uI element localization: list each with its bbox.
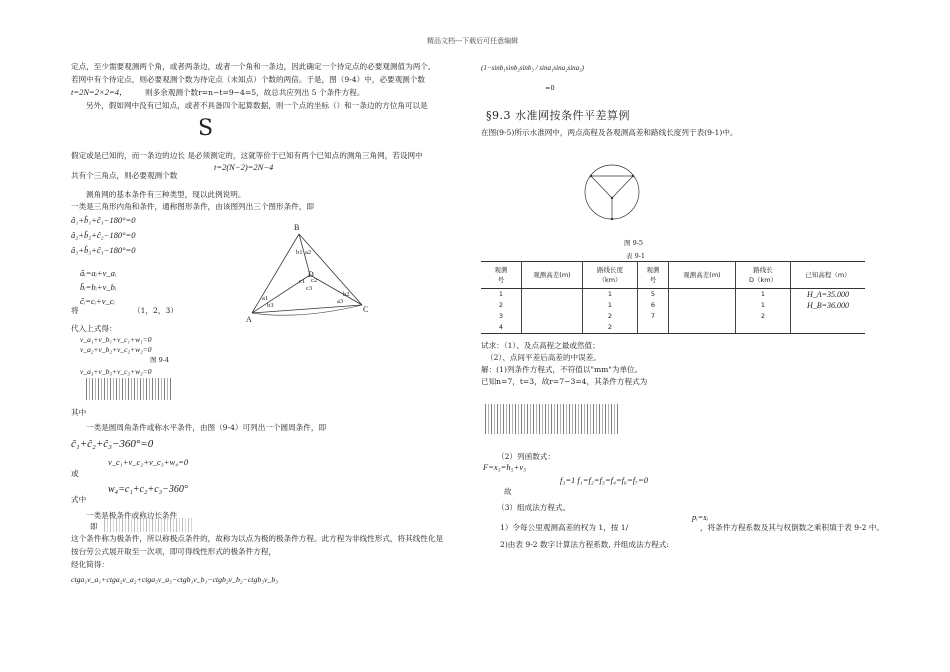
eq-corr-c: ĉᵢ=cᵢ+v_cᵢ	[80, 296, 115, 306]
left-para-9: 经化简得：	[71, 560, 109, 569]
col-height-diff-2: 观测高差(m)	[669, 262, 736, 289]
angle-c1-label: c1	[299, 278, 306, 285]
angle-c2-label: c2	[311, 277, 318, 284]
section-heading-9-3: §9.3 水准网按条件平差算例	[486, 109, 630, 122]
cell: 2	[736, 311, 791, 322]
left-formula-t2: t=2(N−2)=2N−4	[214, 162, 274, 172]
col-obs-no-1: 观测 号	[481, 262, 522, 289]
angle-a3-label: a3	[337, 298, 344, 305]
vertex-b-label: B	[294, 223, 300, 232]
cell	[669, 322, 736, 334]
left-para-5: 一类是三角形内角和条件，通称图形条件，由该图列出三个图形条件，即	[71, 202, 314, 211]
cell: 6	[638, 300, 669, 311]
left-para-7: 一类是极条件或称边长条件	[86, 511, 178, 520]
cell: 2	[481, 300, 522, 311]
fig-9-4-caption: 图 9-4	[150, 356, 170, 364]
left-ji: 即	[90, 522, 98, 531]
cell	[522, 300, 583, 311]
cell: 2	[583, 322, 638, 334]
col-route-length-1: 路线长度 （km）	[583, 262, 638, 289]
table-row	[481, 289, 865, 301]
cell	[791, 322, 866, 334]
col-route-length-2: 路线长 D（km）	[736, 262, 791, 289]
right-function-eq: F=x₅=h₅+v₅	[483, 462, 527, 472]
right-solution-1: 解：(1)列条件方程式，不符值以"mm"为单位。	[481, 365, 643, 374]
table-row	[481, 311, 865, 322]
fig-9-5-caption: 图 9-5	[624, 239, 644, 247]
cell: 1	[583, 289, 638, 301]
right-function-weights: f₃=1 f₁=f₂=f₃=f₄=f₆=f₇=0	[560, 475, 648, 485]
left-para-1c: 则多余观测个数r=n−t=9−4=5，故总共应列出 5 个条件方程。	[145, 88, 365, 97]
cell: 4	[481, 322, 522, 334]
cell: 1	[481, 289, 522, 301]
table-header-row	[481, 262, 865, 289]
angle-b3-label: b3	[267, 302, 274, 309]
cell: 3	[481, 311, 522, 322]
eq-cond-1: v_a₁+v_b₁+v_c₁+w₁=0	[80, 335, 152, 344]
fig-9-5-diagram	[576, 160, 648, 224]
header-watermark: 精品文档---下载后可任意编辑	[427, 37, 519, 45]
left-para-2: 另外，假如网中没有已知点，或者不具备四个起算数据，则一个点的坐标（）和一条边的方位角可以是	[86, 101, 428, 110]
left-qizhong: 其中	[71, 408, 87, 417]
right-top-fraction: (1−sinb₁sinb₂sinb₃ / sina₁sina₂sina₃)	[481, 64, 584, 72]
eq-pole-linear: ctga₁v_a₁+ctga₂v_a₂+ctga₃v_a₃−ctgb₁v_b₁−ctgb₂v_b₂−ctgb₃v_b₃	[71, 575, 278, 584]
table-9-1-caption: 表 9-1	[626, 252, 646, 260]
angle-a2-label: a2	[305, 249, 312, 256]
left-shizhong: 式中	[71, 495, 87, 504]
cell	[522, 289, 583, 301]
eq-corr-a: âᵢ=aᵢ+v_aᵢ	[80, 268, 117, 278]
garbled-formula-strip	[86, 378, 172, 400]
cell: 2	[583, 311, 638, 322]
cell	[522, 322, 583, 334]
eq-circle-1: ĉ₁+ĉ₂+ĉ₃−360°=0	[71, 438, 154, 450]
angle-b2-label: b2	[343, 291, 350, 298]
right-question-2: （2）、点间平差后高差的中误差。	[486, 353, 601, 362]
eq-circle-3: w₄=c₁+c₂+c₃−360°	[108, 484, 188, 495]
right-intro: 在图(9-5)所示水准网中，两点高程及各观测高差和路线长度列于表(9-1)中。	[481, 128, 738, 137]
right-top-zero: =0	[545, 84, 555, 92]
cell: 1	[736, 289, 791, 301]
cell	[522, 311, 583, 322]
table-row	[481, 300, 865, 311]
left-para-8b: 按台劳公式展开取至一次项，即可得线性形式的极条件方程，	[71, 547, 277, 556]
cell: 5	[638, 289, 669, 301]
left-para-8a: 这个条件称为极条件，所以称极点条件的，故称为以点为极的极条件方程。此方程为非线性形式，将其线性化是	[71, 534, 444, 543]
cell	[669, 289, 736, 301]
cell: H_A=35.000	[806, 290, 850, 299]
right-step-3: （3）组成法方程式。	[497, 503, 571, 512]
left-para-3a: 假定或是已知的，而一条边的边长 是必须测定的，这就等价于已知有两个已知点的测角三角网，若设网中	[71, 151, 423, 160]
left-para-1b: 若网中有个待定点，则必要观测个数为待定点（未知点）个数的两倍。于是，图（9-4）中，必要观测个数	[71, 75, 425, 84]
right-step-2: （2）列函数式：	[497, 452, 555, 461]
left-para-6: 一类是圆周角条件或称水平条件，由图（9-4）可列出一个圆周条件，即	[86, 423, 327, 432]
angle-a1-label: a1	[262, 295, 269, 302]
cell: 1	[736, 300, 791, 311]
fig-9-4-diagram	[240, 220, 380, 325]
right-step-3b: 2)由表 9-2 数字计算法方程系数, 并组成法方程式:	[500, 540, 669, 549]
col-height-diff-1: 观测高差(m)	[522, 262, 583, 289]
left-para-3b: 共有个三角点，则必要观测个数	[71, 171, 178, 180]
left-para-4: 测角网的基本条件有三种类型，现以此例说明。	[86, 190, 246, 199]
cell: H_B=36.000	[806, 301, 850, 310]
right-pi-si: pᵢ=sᵢ	[692, 512, 708, 522]
right-step-3a-end: ，将条件方程系数及其与权倒数之乘积填于表 9-2 中。	[700, 523, 885, 532]
eq-angle-2: â₂+b̂₂+ĉ₂−180°=0	[71, 230, 136, 240]
vertex-d-label: D	[308, 270, 314, 279]
left-dai: 代入上式得：	[71, 324, 117, 333]
cell	[791, 311, 866, 322]
eq-cond-3: v_a₃+v_b₃+v_c₃+w₃=0	[80, 367, 152, 376]
table-9-1	[481, 261, 865, 334]
left-huo: 或	[71, 469, 79, 478]
table-row	[481, 322, 865, 334]
cell	[638, 322, 669, 334]
vertex-a-label: A	[246, 315, 252, 324]
vertex-c-label: C	[363, 305, 369, 314]
left-para-1a: 定点，至少需要观测两个角，或者两条边，或者一个角和一条边，因此确定一个待定点的必要观测值为两个，	[71, 62, 436, 71]
left-s-symbol: S	[198, 116, 214, 141]
cell	[669, 311, 736, 322]
eq-angle-1: â₁+b̂₁+ĉ₁−180°=0	[71, 215, 136, 225]
cell: 7	[638, 311, 669, 322]
col-obs-no-2: 观测 号	[638, 262, 669, 289]
right-gu: 故	[504, 487, 512, 496]
col-known-elevation: 已知高程（m）	[791, 262, 866, 289]
eq-cond-2: v_a₂+v_b₂+v_c₂+w₂=0	[80, 345, 152, 354]
right-solution-2: 已知n=7，t=3，故r=7−3=4，其条件方程式为	[481, 377, 648, 386]
eq-circle-2: v_c₁+v_c₂+v_c₃+w₄=0	[108, 457, 189, 467]
angle-b1-label: b1	[296, 249, 303, 256]
garbled-condition-equations	[485, 404, 620, 434]
garbled-sine-ratio	[104, 518, 192, 532]
cell: 1	[583, 300, 638, 311]
left-index-range: （1，2，3）	[133, 306, 178, 315]
left-jiang: 将	[71, 306, 79, 315]
right-step-3a: 1）令每公里观测高差的权为 1，按 1/	[500, 523, 629, 532]
left-formula-t: t=2N=2×2=4，	[71, 87, 128, 97]
eq-corr-b: b̂ᵢ=bᵢ+v_bᵢ	[80, 282, 117, 292]
eq-angle-3: â₃+b̂₃+ĉ₃−180°=0	[71, 245, 136, 255]
cell	[669, 300, 736, 311]
cell	[736, 322, 791, 334]
angle-c3-label: c3	[306, 285, 313, 292]
right-question-1: 试求：（1）、及点高程之最或然值；	[481, 341, 600, 350]
